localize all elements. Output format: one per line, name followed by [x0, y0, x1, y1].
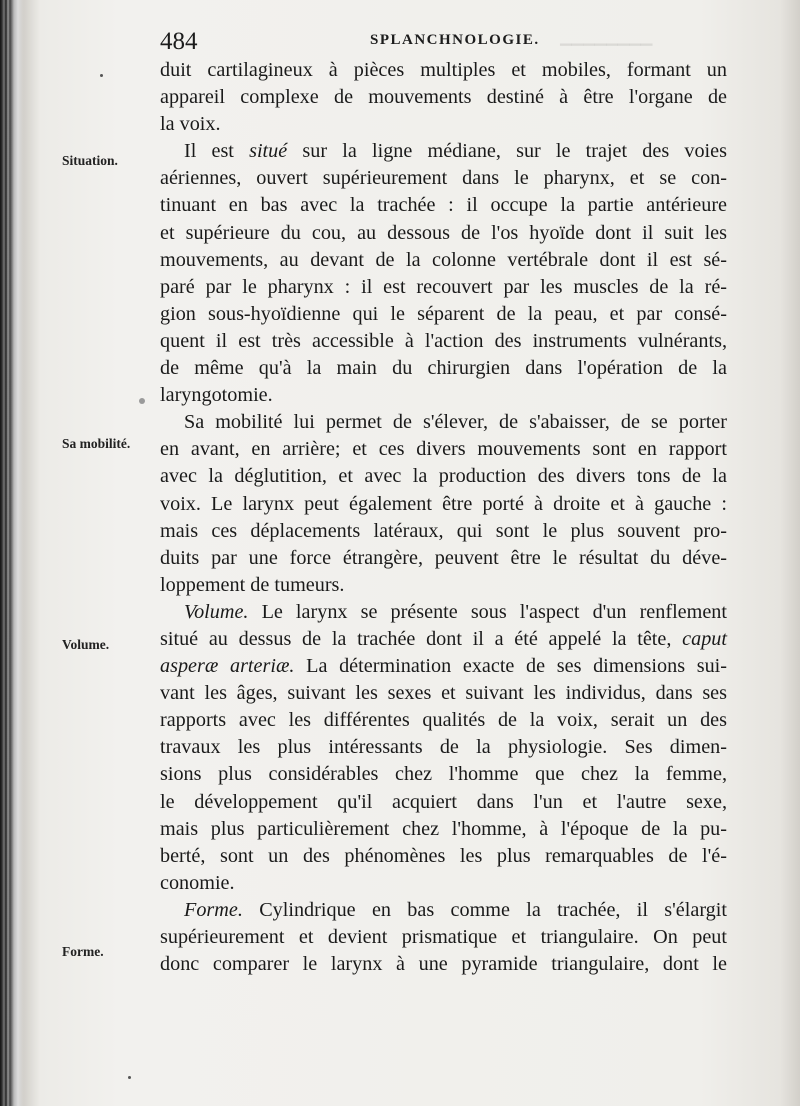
text-line: situé au dessus de la trachée dont il a été appelé la tête, caput	[160, 627, 727, 650]
text-line: en avant, en arrière; et ces divers mouvements sont en rapport	[160, 438, 727, 461]
sidenote-mobilite: Sa mobilité.	[62, 436, 131, 451]
page-header	[160, 22, 725, 58]
text-line: mouvements, au devant de la colonne vertébrale dont il est sé-	[160, 248, 727, 271]
text-line: Sa mobilité lui permet de s'élever, de s'abaisser, de se porter	[184, 411, 727, 434]
text-line: duit cartilagineux à pièces multiples et mobiles, formant un	[160, 59, 727, 81]
sidenote-forme: Forme.	[62, 944, 104, 959]
text-line: paré par le pharynx : il est recouvert par les muscles de la ré-	[160, 275, 727, 298]
text-line: tinuant en bas avec la trachée : il occupe la partie antérieure	[160, 194, 727, 217]
sidenote-volume: Volume.	[62, 637, 110, 652]
text-line: travaux les plus intéressants de la physiologie. Ses dimen-	[160, 736, 727, 759]
text-line: Forme. Cylindrique en bas comme la trachée, il s'élargit	[184, 898, 727, 921]
text-line: mais plus particulièrement chez l'homme, à l'époque de la pu-	[160, 817, 727, 840]
text-line: Il est situé sur la ligne médiane, sur le trajet des voies	[184, 140, 727, 163]
text-line: laryngotomie.	[160, 384, 273, 407]
paragraph-mobilite	[160, 409, 727, 599]
text-line: voix. Le larynx peut également être porté à droite et à gauche :	[160, 492, 727, 515]
text-line: gion sous-hyoïdienne qui le séparent de la peau, et par consé-	[160, 302, 727, 325]
text-line: appareil complexe de mouvements destiné à être l'organe de	[160, 86, 727, 109]
text-line: conomie.	[160, 871, 235, 894]
text-line: de même qu'à la main du chirurgien dans l'opération de la	[160, 357, 727, 380]
italic-term: asperæ arteriæ.	[160, 655, 295, 678]
text-line: mais ces déplacements latéraux, qui sont le plus souvent pro-	[160, 519, 727, 542]
body-text	[160, 57, 727, 978]
text-line: donc comparer le larynx à une pyramide triangulaire, dont le	[160, 953, 727, 976]
text-line: quent il est très accessible à l'action des instruments vulnérants,	[160, 329, 727, 352]
text-line: rapports avec les différentes qualités de la voix, serait un des	[160, 709, 727, 732]
ink-speck	[100, 74, 103, 77]
page-number: 484	[160, 28, 198, 55]
text-line: le développement qu'il acquiert dans l'un et l'autre sexe,	[160, 790, 727, 813]
text-line: aériennes, ouvert supérieurement dans le pharynx, et se con-	[160, 167, 727, 190]
text-line: asperæ arteriæ. La détermination exacte de ses dimensions sui-	[160, 655, 727, 678]
text-line: loppement de tumeurs.	[160, 573, 345, 596]
text-line: et supérieure du cou, au dessous de l'os hyoïde dont il suit les	[160, 221, 727, 244]
paragraph-volume	[160, 599, 727, 897]
book-binding-gutter	[0, 0, 24, 1106]
italic-term: caput	[682, 627, 727, 650]
text-line: vant les âges, suivant les sexes et suivant les individus, dans ses	[160, 682, 727, 705]
show-through-bleed: ▁▁▁▁▁▁▁▁	[560, 28, 653, 46]
ink-speck	[128, 1076, 131, 1079]
italic-term: Forme.	[184, 898, 243, 921]
text-line: sions plus considérables chez l'homme que chez la femme,	[160, 763, 727, 786]
paragraph-forme	[160, 897, 727, 978]
paragraph-situation	[160, 138, 727, 409]
running-head: SPLANCHNOLOGIE.	[370, 32, 540, 48]
text-line: supérieurement et devient prismatique et triangulaire. On peut	[160, 926, 727, 948]
italic-term: Volume.	[184, 600, 249, 623]
sidenote-situation: Situation.	[62, 153, 118, 168]
text-line: avec la déglutition, et avec la production des divers tons de la	[160, 465, 727, 488]
ink-speck	[139, 398, 145, 404]
text-line: berté, sont un des phénomènes les plus remarquables de l'é-	[160, 844, 727, 867]
text-line: Volume. Le larynx se présente sous l'aspect d'un renflement	[184, 600, 727, 623]
text-line: la voix.	[160, 113, 221, 136]
paragraph-intro	[160, 57, 727, 138]
italic-term: situé	[249, 140, 288, 163]
text-line: duits par une force étrangère, peuvent être le résultat du déve-	[160, 546, 727, 569]
